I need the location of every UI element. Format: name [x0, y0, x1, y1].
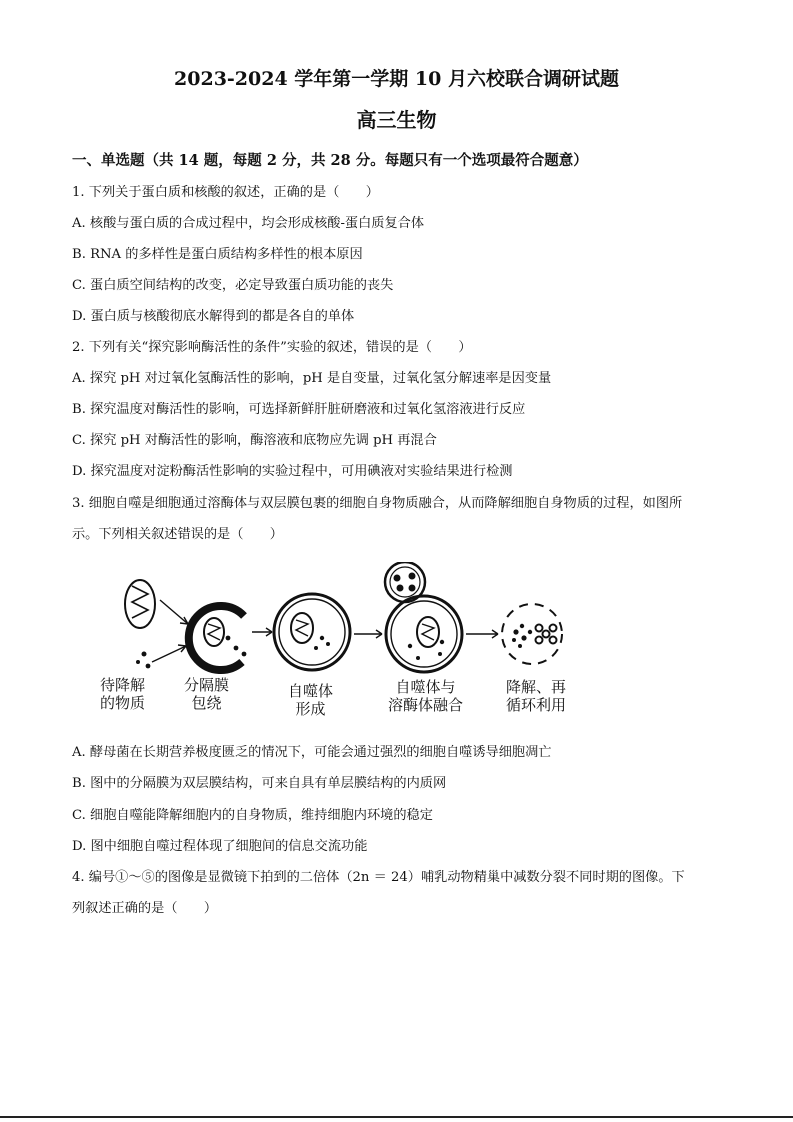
question-3-option-a: A. 酵母菌在长期营养极度匮乏的情况下，可能会通过强烈的细胞自噬诱导细胞凋亡 — [72, 745, 552, 760]
section-heading: 一、单选题（共 14 题，每题 2 分，共 28 分。每题只有一个选项最符合题意） — [72, 152, 588, 169]
exam-title: 2023-2024 学年第一学期 10 月六校联合调研试题 — [174, 68, 619, 90]
figure-label-stage1: 待降解 的物质 — [100, 676, 146, 712]
figure-label-stage2: 分隔膜 包绕 — [184, 676, 230, 712]
question-1-option-d: D. 蛋白质与核酸彻底水解得到的都是各自的单体 — [72, 309, 355, 324]
figure-label-stage5: 降解、再 循环利用 — [506, 678, 567, 714]
autophagy-figure — [92, 562, 592, 722]
question-2-option-d: D. 探究温度对淀粉酶活性影响的实验过程中，可用碘液对实验结果进行检测 — [72, 464, 513, 479]
question-2-stem: 2. 下列有关“探究影响酶活性的条件”实验的叙述，错误的是（ ） — [72, 340, 472, 355]
question-3-option-c: C. 细胞自噬能降解细胞内的自身物质，维持细胞内环境的稳定 — [72, 808, 433, 823]
figure-label-stage3: 自噬体 形成 — [288, 682, 334, 718]
question-4-stem-line1: 4. 编号①～⑤的图像是显微镜下拍到的二倍体（2n ＝ 24）哺乳动物精巢中减数分裂不同时期的图像。下 — [72, 870, 685, 885]
question-1-option-b: B. RNA 的多样性是蛋白质结构多样性的根本原因 — [72, 247, 363, 262]
figure-label-stage4: 自噬体与 溶酶体融合 — [388, 678, 464, 714]
mitochondrion-icon — [125, 580, 155, 628]
degradation-icon — [502, 604, 562, 664]
question-1-option-c: C. 蛋白质空间结构的改变，必定导致蛋白质功能的丧失 — [72, 278, 394, 293]
question-4-stem-line2: 列叙述正确的是（ ） — [72, 901, 218, 916]
question-3-option-b: B. 图中的分隔膜为双层膜结构，可来自具有单层膜结构的内质网 — [72, 776, 447, 791]
exam-subtitle: 高三生物 — [356, 108, 437, 132]
question-1-stem: 1. 下列关于蛋白质和核酸的叙述，正确的是（ ） — [72, 185, 379, 200]
question-2-option-b: B. 探究温度对酶活性的影响，可选择新鲜肝脏研磨液和过氧化氢溶液进行反应 — [72, 402, 526, 417]
question-3-stem-line2: 示。下列相关叙述错误的是（ ） — [72, 527, 283, 542]
question-2-option-c: C. 探究 pH 对酶活性的影响，酶溶液和底物应先调 pH 再混合 — [72, 433, 437, 448]
question-3-option-d: D. 图中细胞自噬过程体现了细胞间的信息交流功能 — [72, 839, 368, 854]
autolysosome-icon — [386, 596, 462, 672]
question-1-option-a: A. 核酸与蛋白质的合成过程中，均会形成核酸-蛋白质复合体 — [72, 216, 425, 231]
question-2-option-a: A. 探究 pH 对过氧化氢酶活性的影响，pH 是自变量，过氧化氢分解速率是因变量 — [72, 371, 552, 386]
question-3-stem-line1: 3. 细胞自噬是细胞通过溶酶体与双层膜包裹的细胞自身物质融合，从而降解细胞自身物质的过程，如图所 — [72, 496, 683, 511]
page-bottom-rule — [0, 1116, 793, 1118]
